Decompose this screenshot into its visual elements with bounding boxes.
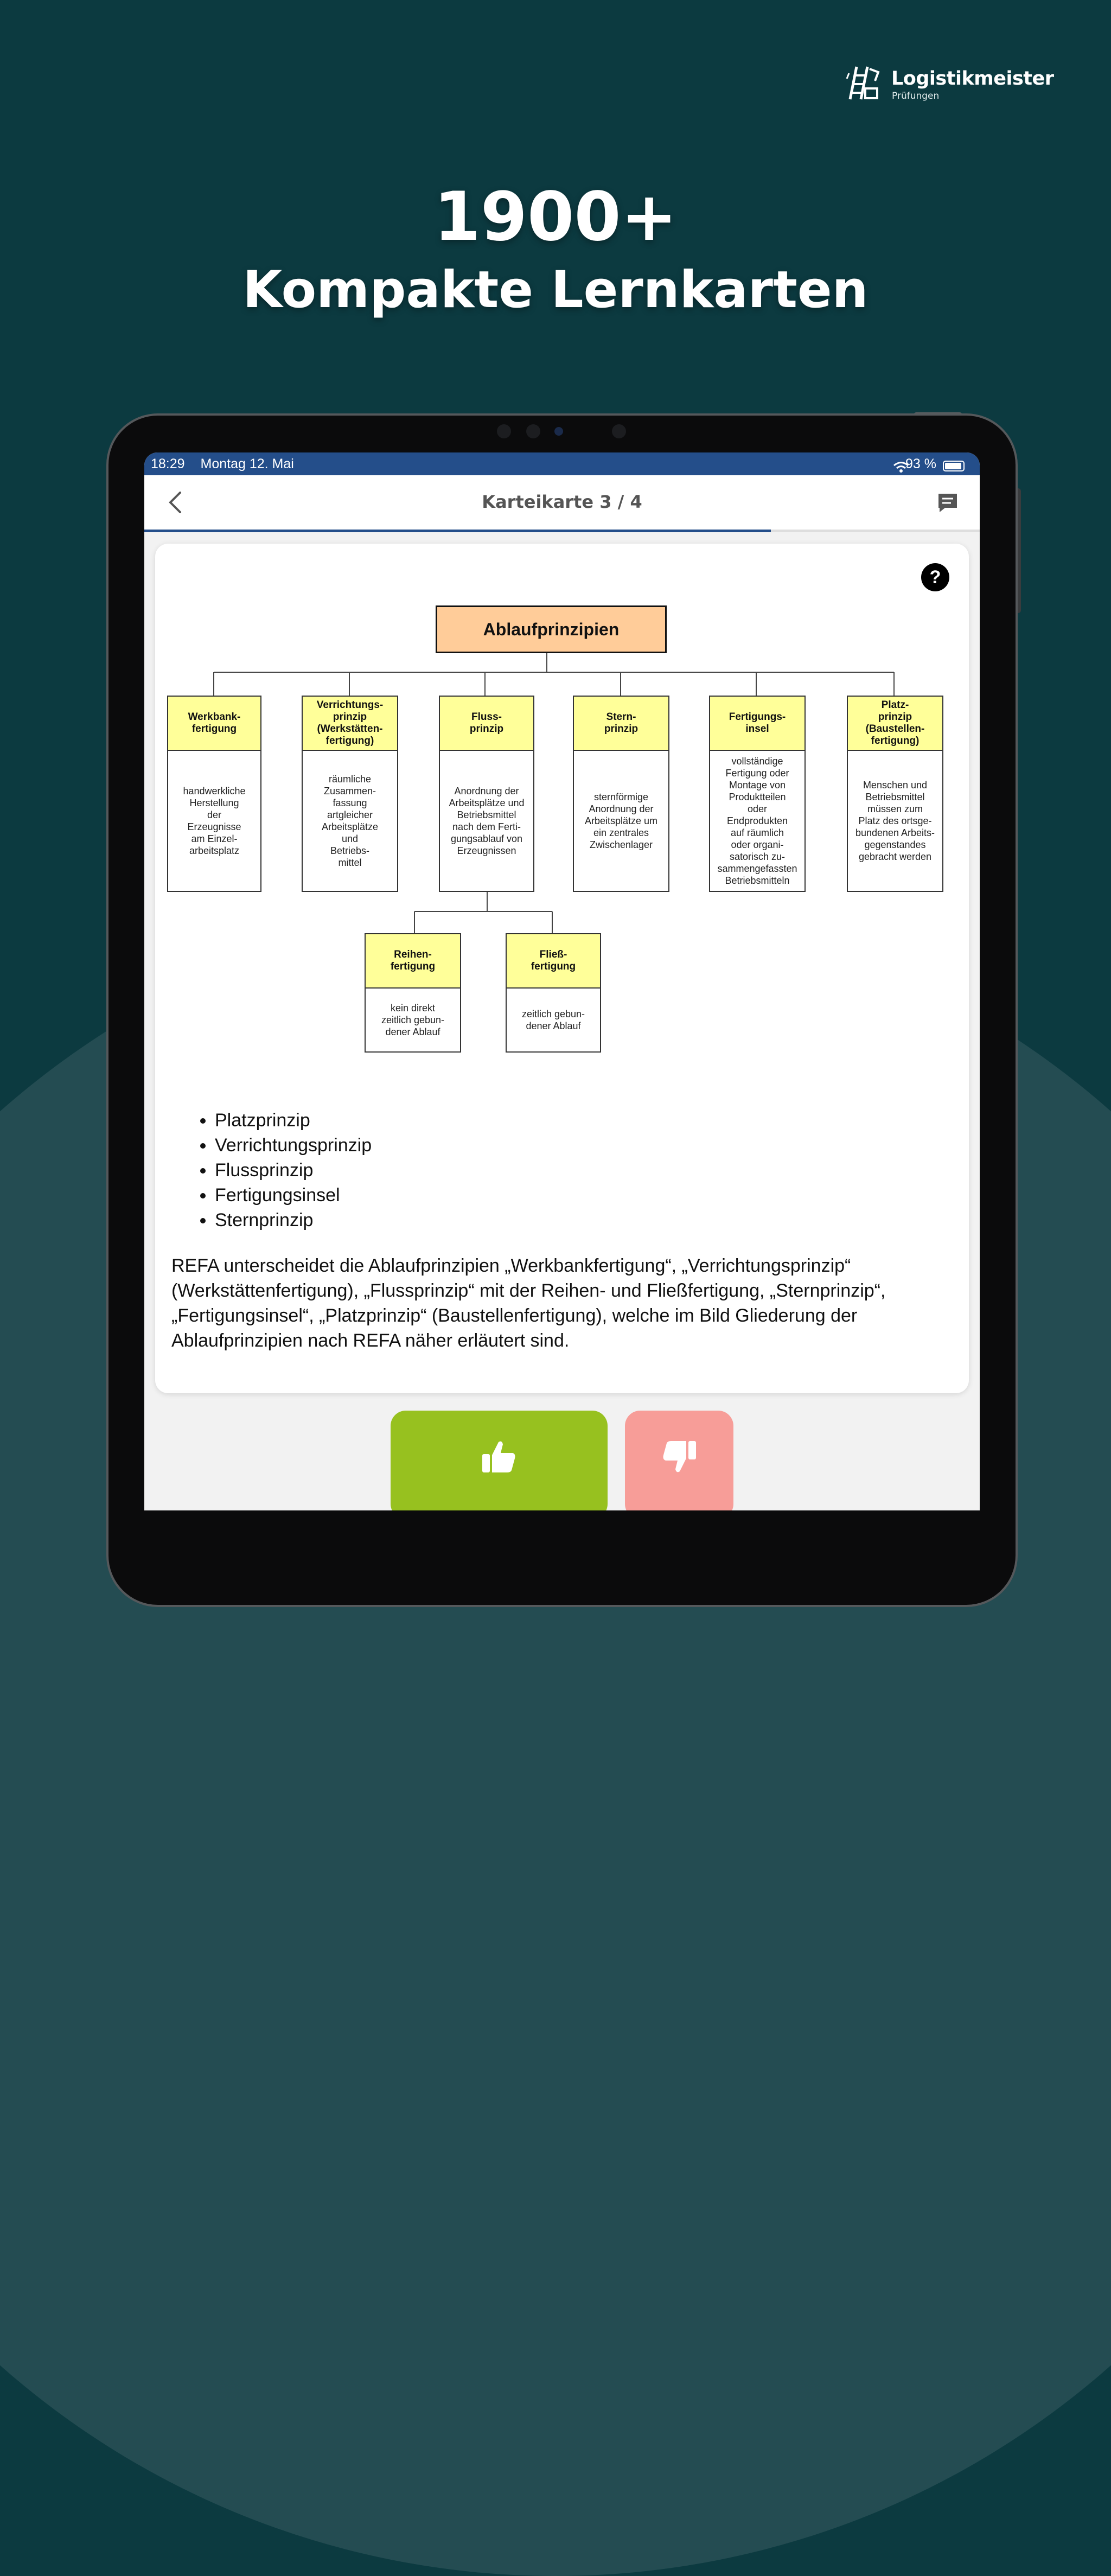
status-bar <box>144 452 980 475</box>
unknown-thumbs-down-button[interactable] <box>625 1411 733 1510</box>
diagram-node-body: handwerkliche Herstellung der Erzeugnisse am Einzel- arbeitsplatz <box>183 786 246 856</box>
camera-lens <box>554 427 563 436</box>
diagram-node-body: räumliche Zusammen- fassung artgleicher Arbeitsplätze und Betriebs- mittel <box>321 774 379 868</box>
list-item: • Verrichtungsprinzip <box>215 1133 372 1158</box>
brand-name: Logistikmeister <box>891 68 1054 90</box>
diagram-root-node: Ablaufprinzipien <box>436 605 667 653</box>
diagram-node-fliessfertigung <box>506 933 601 1053</box>
flashcard <box>155 544 969 1393</box>
status-date: Montag 12. Mai <box>200 456 294 471</box>
card-progress-bar <box>144 530 980 532</box>
diagram-node-head: Fertigungs- insel <box>710 697 804 751</box>
answer-explanation: REFA unterscheidet die Ablaufprinzipien „Werkbankfertigung“, „Verrichtungsprinzip“ (Werkstättenfertigung), „Flussprinzip“ mit der Reihen- und Fließfertigung, „Sternprinzip“, „Fertigungsinsel“, „Platzprinzip“ (Baustellenfertigung), welche im Bild Gliederung der Ablaufprinzipien nach REFA näher erläutert sind. <box>171 1255 886 1351</box>
camera-dot <box>497 424 511 438</box>
page-title: Karteikarte 3 / 4 <box>482 492 642 512</box>
diagram-node-body: vollständige Fertigung oder Montage von Produktteilen oder Endprodukten auf räumlich oder organi- satorisch zu- sammengefassten Betriebsmitteln <box>717 756 797 886</box>
thumbs-up-icon <box>480 1438 518 1476</box>
diagram-node-head: Fluss- prinzip <box>440 697 533 751</box>
diagram-node-body: Menschen und Betriebsmittel müssen zum Platz des ortsge- bundenen Arbeits- gegenstandes gebracht werden <box>855 780 935 862</box>
comment-icon[interactable] <box>936 492 959 514</box>
status-left <box>151 456 294 472</box>
list-item: • Fertigungsinsel <box>215 1183 372 1208</box>
process-diagram <box>155 544 969 1075</box>
diagram-node-stern <box>573 696 669 892</box>
diagram-node-head: Reihen- fertigung <box>366 934 460 989</box>
diagram-node-fertigungsinsel <box>709 696 806 892</box>
brand-logo <box>844 62 1054 106</box>
diagram-node-body: Anordnung der Arbeitsplätze und Betriebsmittel nach dem Ferti- gungsablauf von Erzeugnissen <box>449 786 525 856</box>
diagram-node-body: kein direkt zeitlich gebun- dener Ablauf <box>381 1003 445 1037</box>
diagram-node-head: Platz- prinzip (Baustellen- fertigung) <box>848 697 942 751</box>
list-item: • Flussprinzip <box>215 1158 372 1183</box>
diagram-node-body: zeitlich gebun- dener Ablauf <box>521 1009 585 1031</box>
status-time: 18:29 <box>151 456 185 471</box>
brand-subtitle: Prüfungen <box>892 91 940 101</box>
logistics-brand-icon <box>844 62 885 104</box>
camera-dot <box>526 424 540 438</box>
known-thumbs-up-button[interactable] <box>391 1411 608 1510</box>
diagram-node-werkbank <box>167 696 261 892</box>
diagram-node-platz <box>847 696 943 892</box>
diagram-node-head: Fließ- fertigung <box>507 934 600 989</box>
help-icon[interactable]: ? <box>921 563 949 591</box>
hero-count: 1900+ <box>433 178 678 256</box>
battery-icon <box>943 461 965 471</box>
camera-dot <box>612 424 626 438</box>
card-progress-fill <box>144 530 771 532</box>
diagram-node-verrichtung <box>302 696 398 892</box>
diagram-node-reihenfertigung <box>365 933 461 1053</box>
thumbs-down-icon <box>660 1438 698 1476</box>
battery-percentage: 93 % <box>905 456 936 471</box>
diagram-node-head: Stern- prinzip <box>574 697 668 751</box>
list-item: • Platzprinzip <box>215 1108 372 1133</box>
hero-subtitle: Kompakte Lernkarten <box>242 260 869 320</box>
diagram-node-body: sternförmige Anordnung der Arbeitsplätze um ein zentrales Zwischenlager <box>584 792 658 850</box>
navigation-bar <box>144 475 980 530</box>
diagram-node-head: Verrichtungs- prinzip (Werkstätten- fertigung) <box>303 697 397 751</box>
list-item: • Sternprinzip <box>215 1208 372 1233</box>
diagram-node-head: Werkbank- fertigung <box>168 697 260 751</box>
app-screen <box>144 452 980 1510</box>
diagram-node-fluss <box>439 696 534 892</box>
answer-bullet-list <box>193 1108 372 1233</box>
